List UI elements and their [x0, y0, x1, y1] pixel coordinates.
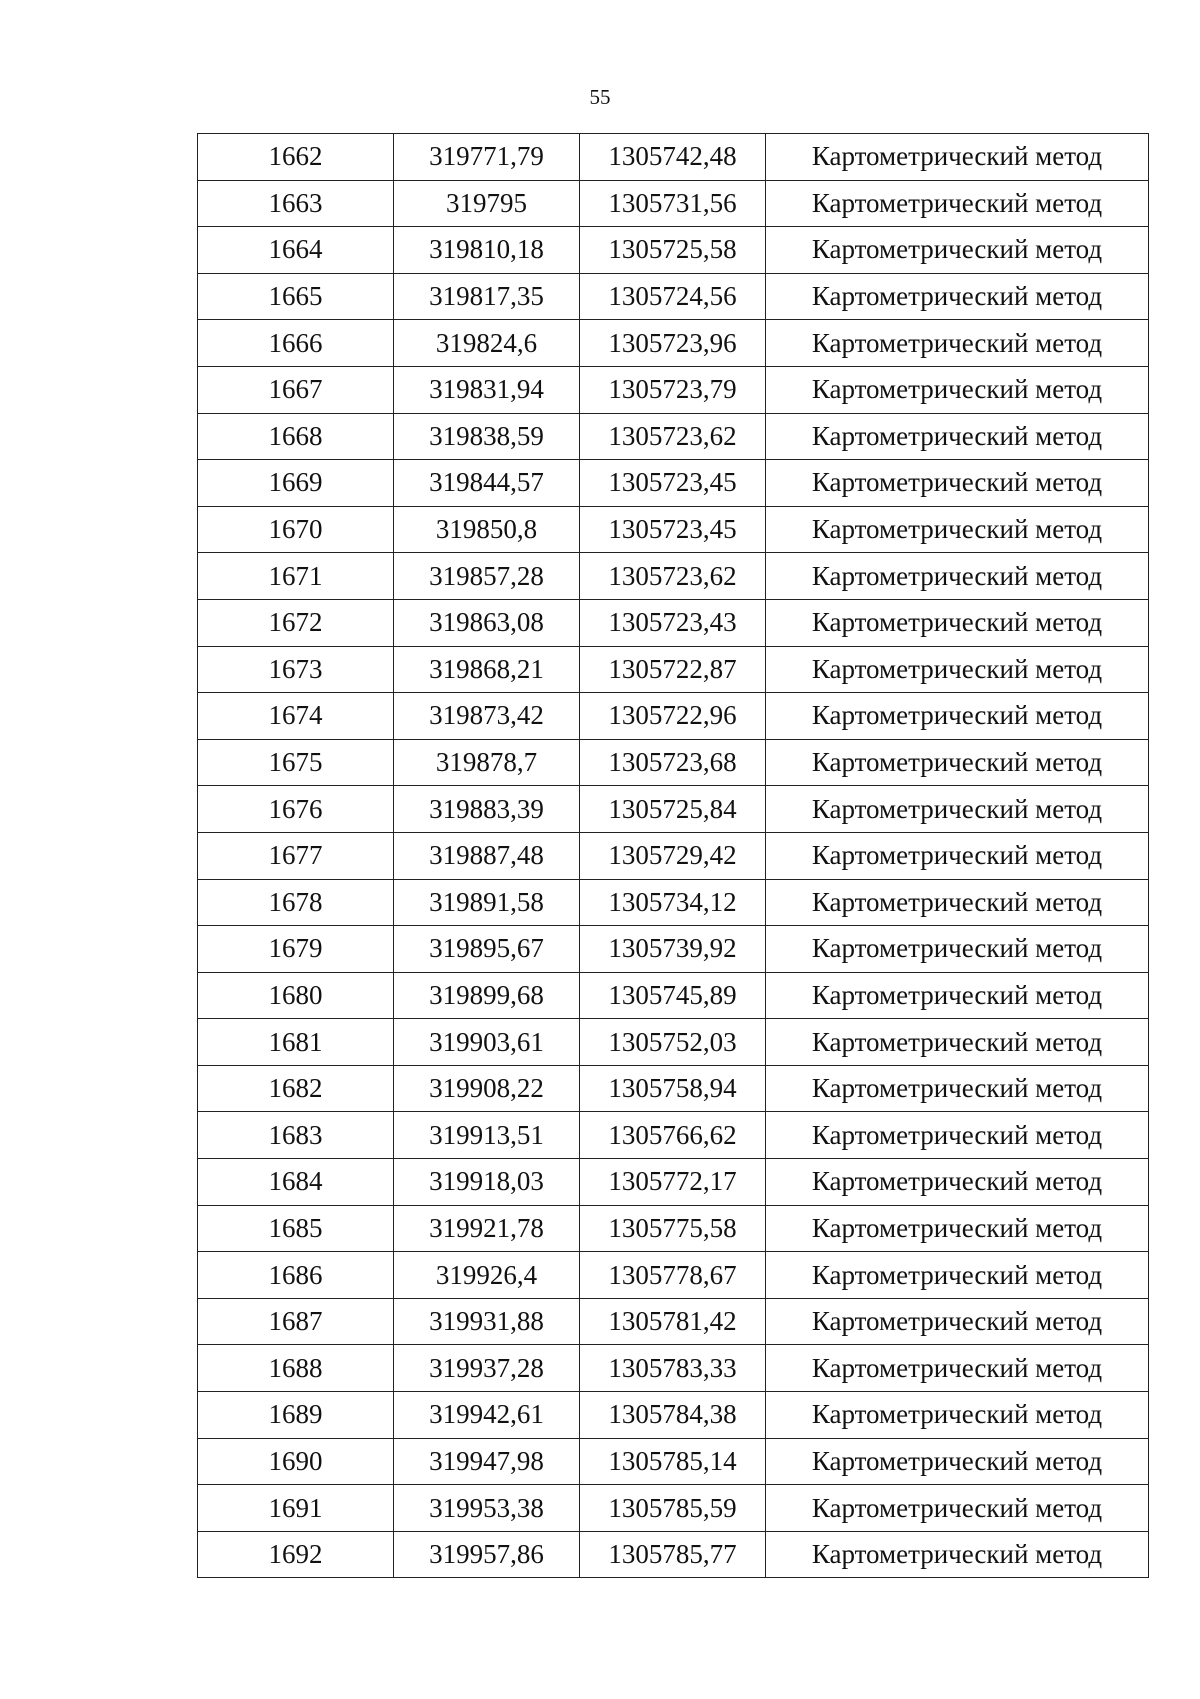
point-number-cell: 1670 [198, 506, 394, 553]
point-number-cell: 1687 [198, 1298, 394, 1345]
coordinates-table [197, 133, 1149, 1578]
x-coordinate-cell: 319831,94 [394, 366, 580, 413]
y-coordinate-cell: 1305752,03 [580, 1019, 766, 1066]
point-number-cell: 1666 [198, 320, 394, 367]
y-coordinate-cell: 1305723,43 [580, 599, 766, 646]
point-number-cell: 1665 [198, 273, 394, 320]
table-row [198, 273, 1149, 320]
table-row [198, 972, 1149, 1019]
y-coordinate-cell: 1305772,17 [580, 1159, 766, 1206]
y-coordinate-cell: 1305725,58 [580, 227, 766, 274]
x-coordinate-cell: 319918,03 [394, 1159, 580, 1206]
y-coordinate-cell: 1305722,87 [580, 646, 766, 693]
table-row [198, 180, 1149, 227]
x-coordinate-cell: 319903,61 [394, 1019, 580, 1066]
method-cell: Картометрический метод [766, 180, 1149, 227]
y-coordinate-cell: 1305742,48 [580, 134, 766, 181]
method-cell: Картометрический метод [766, 926, 1149, 973]
table-row [198, 1438, 1149, 1485]
y-coordinate-cell: 1305723,79 [580, 366, 766, 413]
point-number-cell: 1688 [198, 1345, 394, 1392]
x-coordinate-cell: 319838,59 [394, 413, 580, 460]
method-cell: Картометрический метод [766, 693, 1149, 740]
point-number-cell: 1674 [198, 693, 394, 740]
table-row [198, 413, 1149, 460]
method-cell: Картометрический метод [766, 366, 1149, 413]
table-row [198, 879, 1149, 926]
method-cell: Картометрический метод [766, 1531, 1149, 1578]
table-row [198, 832, 1149, 879]
point-number-cell: 1679 [198, 926, 394, 973]
x-coordinate-cell: 319908,22 [394, 1065, 580, 1112]
table-row [198, 786, 1149, 833]
y-coordinate-cell: 1305785,14 [580, 1438, 766, 1485]
x-coordinate-cell: 319957,86 [394, 1531, 580, 1578]
x-coordinate-cell: 319899,68 [394, 972, 580, 1019]
point-number-cell: 1668 [198, 413, 394, 460]
table-row [198, 1205, 1149, 1252]
y-coordinate-cell: 1305778,67 [580, 1252, 766, 1299]
table-row [198, 1159, 1149, 1206]
x-coordinate-cell: 319947,98 [394, 1438, 580, 1485]
method-cell: Картометрический метод [766, 1485, 1149, 1532]
x-coordinate-cell: 319926,4 [394, 1252, 580, 1299]
y-coordinate-cell: 1305723,68 [580, 739, 766, 786]
table-row [198, 693, 1149, 740]
y-coordinate-cell: 1305723,62 [580, 553, 766, 600]
point-number-cell: 1664 [198, 227, 394, 274]
y-coordinate-cell: 1305725,84 [580, 786, 766, 833]
table-row [198, 506, 1149, 553]
table-row [198, 320, 1149, 367]
point-number-cell: 1684 [198, 1159, 394, 1206]
table-row [198, 1531, 1149, 1578]
table-row [198, 1065, 1149, 1112]
x-coordinate-cell: 319817,35 [394, 273, 580, 320]
y-coordinate-cell: 1305785,77 [580, 1531, 766, 1578]
table-row [198, 926, 1149, 973]
x-coordinate-cell: 319887,48 [394, 832, 580, 879]
x-coordinate-cell: 319937,28 [394, 1345, 580, 1392]
y-coordinate-cell: 1305723,45 [580, 460, 766, 507]
y-coordinate-cell: 1305724,56 [580, 273, 766, 320]
table-row [198, 227, 1149, 274]
method-cell: Картометрический метод [766, 1438, 1149, 1485]
method-cell: Картометрический метод [766, 1205, 1149, 1252]
page-number: 55 [589, 85, 611, 109]
table-row [198, 646, 1149, 693]
method-cell: Картометрический метод [766, 599, 1149, 646]
method-cell: Картометрический метод [766, 1159, 1149, 1206]
y-coordinate-cell: 1305745,89 [580, 972, 766, 1019]
x-coordinate-cell: 319883,39 [394, 786, 580, 833]
x-coordinate-cell: 319931,88 [394, 1298, 580, 1345]
y-coordinate-cell: 1305785,59 [580, 1485, 766, 1532]
table-row [198, 134, 1149, 181]
y-coordinate-cell: 1305783,33 [580, 1345, 766, 1392]
table-row [198, 1298, 1149, 1345]
point-number-cell: 1671 [198, 553, 394, 600]
table-row [198, 460, 1149, 507]
y-coordinate-cell: 1305731,56 [580, 180, 766, 227]
method-cell: Картометрический метод [766, 832, 1149, 879]
y-coordinate-cell: 1305729,42 [580, 832, 766, 879]
method-cell: Картометрический метод [766, 1112, 1149, 1159]
point-number-cell: 1676 [198, 786, 394, 833]
table-row [198, 1112, 1149, 1159]
method-cell: Картометрический метод [766, 739, 1149, 786]
x-coordinate-cell: 319878,7 [394, 739, 580, 786]
table-row [198, 1252, 1149, 1299]
method-cell: Картометрический метод [766, 1392, 1149, 1439]
point-number-cell: 1692 [198, 1531, 394, 1578]
x-coordinate-cell: 319810,18 [394, 227, 580, 274]
point-number-cell: 1669 [198, 460, 394, 507]
y-coordinate-cell: 1305739,92 [580, 926, 766, 973]
x-coordinate-cell: 319891,58 [394, 879, 580, 926]
point-number-cell: 1672 [198, 599, 394, 646]
table-row [198, 366, 1149, 413]
x-coordinate-cell: 319850,8 [394, 506, 580, 553]
point-number-cell: 1682 [198, 1065, 394, 1112]
table-row [198, 1485, 1149, 1532]
y-coordinate-cell: 1305722,96 [580, 693, 766, 740]
point-number-cell: 1677 [198, 832, 394, 879]
x-coordinate-cell: 319913,51 [394, 1112, 580, 1159]
y-coordinate-cell: 1305758,94 [580, 1065, 766, 1112]
method-cell: Картометрический метод [766, 273, 1149, 320]
x-coordinate-cell: 319824,6 [394, 320, 580, 367]
point-number-cell: 1683 [198, 1112, 394, 1159]
x-coordinate-cell: 319868,21 [394, 646, 580, 693]
method-cell: Картометрический метод [766, 1298, 1149, 1345]
x-coordinate-cell: 319857,28 [394, 553, 580, 600]
point-number-cell: 1686 [198, 1252, 394, 1299]
point-number-cell: 1681 [198, 1019, 394, 1066]
point-number-cell: 1663 [198, 180, 394, 227]
table-row [198, 599, 1149, 646]
method-cell: Картометрический метод [766, 413, 1149, 460]
method-cell: Картометрический метод [766, 1252, 1149, 1299]
y-coordinate-cell: 1305723,62 [580, 413, 766, 460]
x-coordinate-cell: 319921,78 [394, 1205, 580, 1252]
method-cell: Картометрический метод [766, 1065, 1149, 1112]
x-coordinate-cell: 319873,42 [394, 693, 580, 740]
x-coordinate-cell: 319953,38 [394, 1485, 580, 1532]
x-coordinate-cell: 319771,79 [394, 134, 580, 181]
method-cell: Картометрический метод [766, 553, 1149, 600]
point-number-cell: 1690 [198, 1438, 394, 1485]
y-coordinate-cell: 1305734,12 [580, 879, 766, 926]
method-cell: Картометрический метод [766, 134, 1149, 181]
table-row [198, 553, 1149, 600]
point-number-cell: 1689 [198, 1392, 394, 1439]
y-coordinate-cell: 1305784,38 [580, 1392, 766, 1439]
y-coordinate-cell: 1305723,45 [580, 506, 766, 553]
method-cell: Картометрический метод [766, 1019, 1149, 1066]
y-coordinate-cell: 1305775,58 [580, 1205, 766, 1252]
method-cell: Картометрический метод [766, 646, 1149, 693]
coordinates-table-body [198, 134, 1149, 1578]
method-cell: Картометрический метод [766, 460, 1149, 507]
point-number-cell: 1662 [198, 134, 394, 181]
table-row [198, 1392, 1149, 1439]
point-number-cell: 1691 [198, 1485, 394, 1532]
point-number-cell: 1667 [198, 366, 394, 413]
x-coordinate-cell: 319863,08 [394, 599, 580, 646]
point-number-cell: 1673 [198, 646, 394, 693]
y-coordinate-cell: 1305723,96 [580, 320, 766, 367]
x-coordinate-cell: 319795 [394, 180, 580, 227]
y-coordinate-cell: 1305781,42 [580, 1298, 766, 1345]
method-cell: Картометрический метод [766, 879, 1149, 926]
method-cell: Картометрический метод [766, 1345, 1149, 1392]
method-cell: Картометрический метод [766, 786, 1149, 833]
method-cell: Картометрический метод [766, 972, 1149, 1019]
method-cell: Картометрический метод [766, 227, 1149, 274]
x-coordinate-cell: 319942,61 [394, 1392, 580, 1439]
point-number-cell: 1680 [198, 972, 394, 1019]
point-number-cell: 1678 [198, 879, 394, 926]
x-coordinate-cell: 319895,67 [394, 926, 580, 973]
point-number-cell: 1685 [198, 1205, 394, 1252]
method-cell: Картометрический метод [766, 320, 1149, 367]
y-coordinate-cell: 1305766,62 [580, 1112, 766, 1159]
table-row [198, 1345, 1149, 1392]
table-row [198, 1019, 1149, 1066]
x-coordinate-cell: 319844,57 [394, 460, 580, 507]
method-cell: Картометрический метод [766, 506, 1149, 553]
point-number-cell: 1675 [198, 739, 394, 786]
table-row [198, 739, 1149, 786]
